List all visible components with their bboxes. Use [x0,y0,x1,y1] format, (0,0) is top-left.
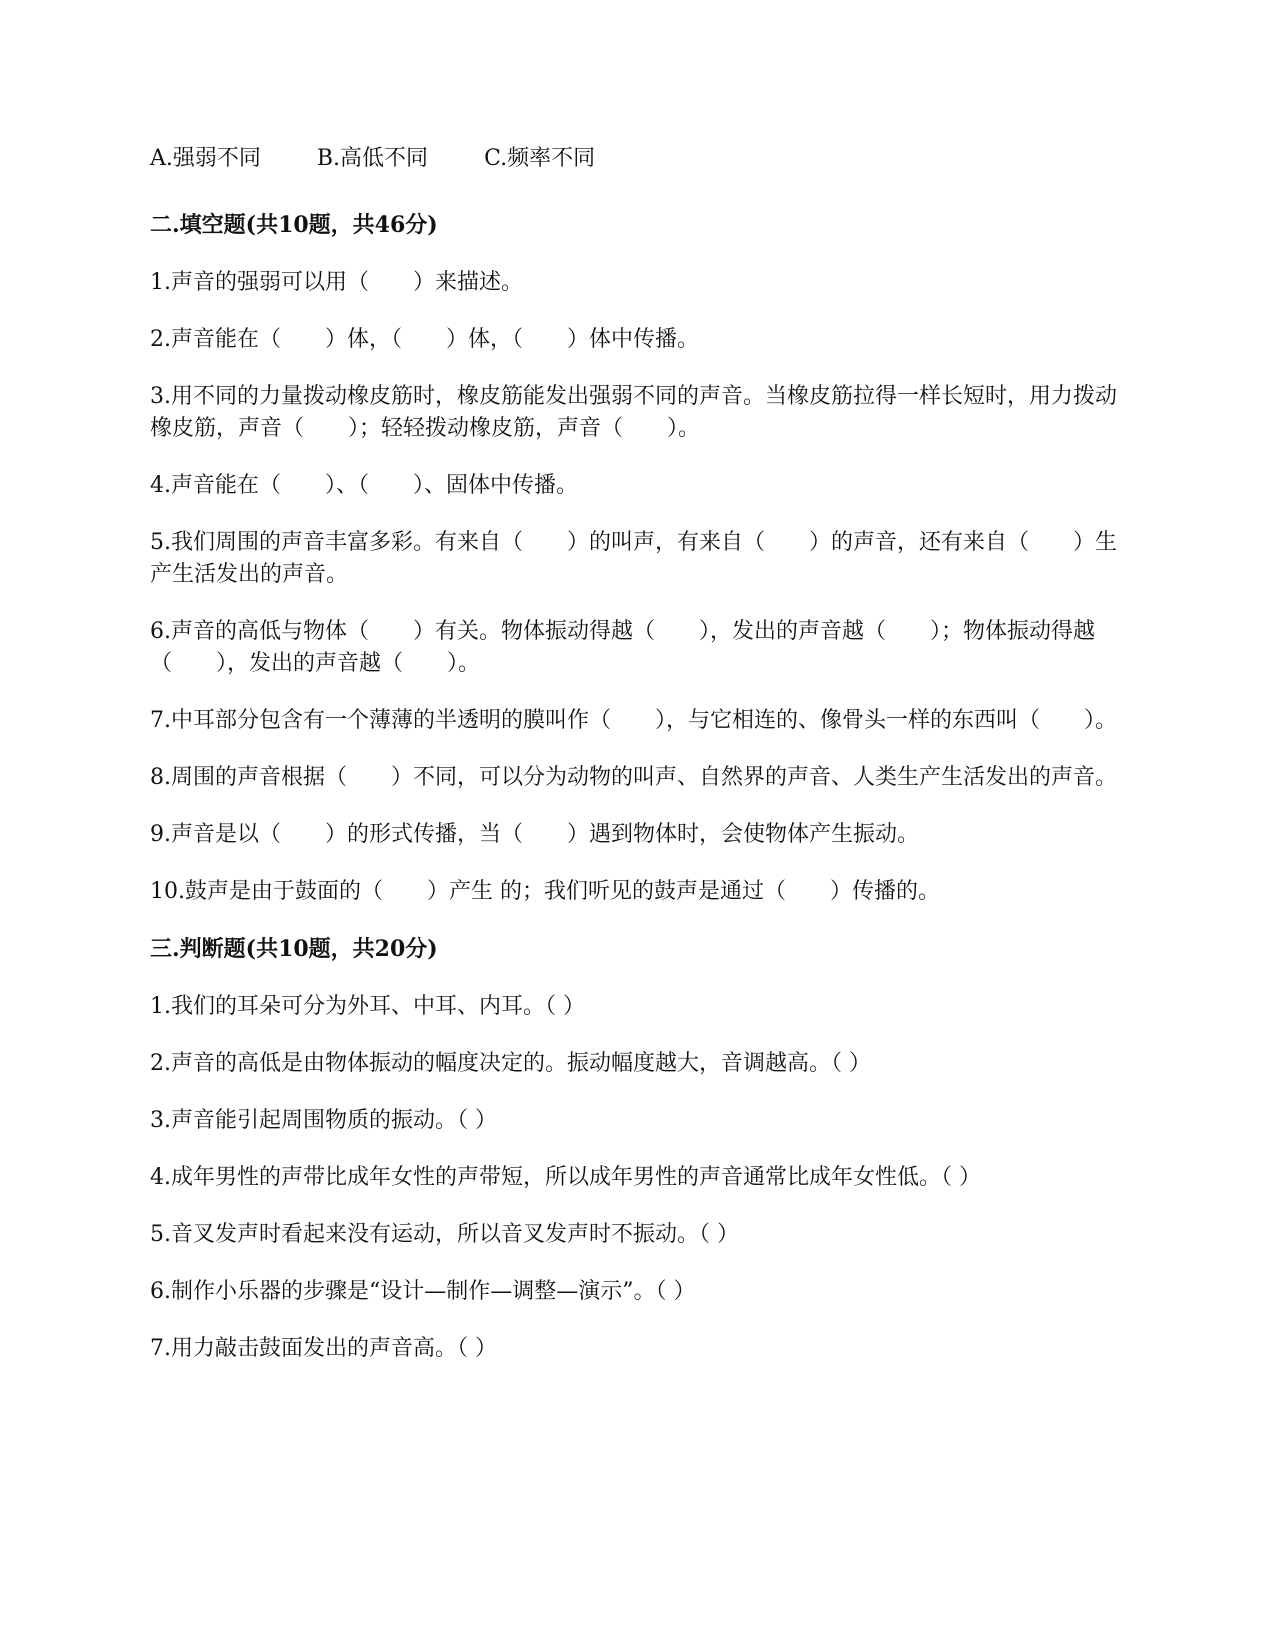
fill-question-4: 4.声音能在（ ）、（ ）、固体中传播。 [150,473,578,498]
section2-questions [150,267,1125,908]
section3-title: 三.判断题(共10题，共20分) [150,936,438,962]
fill-question-1: 1.声音的强弱可以用（ ）来描述。 [150,270,523,295]
option-a: A.强弱不同 [150,146,261,171]
document-page [150,143,1125,1390]
judge-question-3: 3.声音能引起周围物质的振动。（ ） [150,1108,497,1133]
section3-questions [150,991,1125,1365]
judge-question-1: 1.我们的耳朵可分为外耳、中耳、内耳。（ ） [150,994,585,1019]
answer-options [150,143,1125,175]
fill-question-6: 6.声音的高低与物体（ ）有关。物体振动得越（ ），发出的声音越（ ）；物体振动得越（ ），发出的声音越（ ）。 [150,619,1095,676]
section2-title: 二.填空题(共10题，共46分) [150,212,438,238]
fill-question-3: 3.用不同的力量拨动橡皮筋时，橡皮筋能发出强弱不同的声音。当橡皮筋拉得一样长短时，用力拨动橡皮筋，声音（ ）；轻轻拨动橡皮筋，声音（ ）。 [150,384,1117,441]
fill-question-9: 9.声音是以（ ）的形式传播，当（ ）遇到物体时，会使物体产生振动。 [150,822,919,847]
judge-question-5: 5.音叉发声时看起来没有运动，所以音叉发声时不振动。（ ） [150,1222,739,1247]
judge-question-6: 6.制作小乐器的步骤是“设计—制作—调整—演示”。（ ） [150,1279,696,1304]
fill-question-10: 10.鼓声是由于鼓面的（ ）产生 的；我们听见的鼓声是通过（ ）传播的。 [150,879,940,904]
judge-question-4: 4.成年男性的声带比成年女性的声带短，所以成年男性的声音通常比成年女性低。（ ） [150,1165,981,1190]
fill-question-5: 5.我们周围的声音丰富多彩。有来自（ ）的叫声，有来自（ ）的声音，还有来自（ ）生产生活发出的声音。 [150,530,1117,587]
judge-question-2: 2.声音的高低是由物体振动的幅度决定的。振动幅度越大，音调越高。（ ） [150,1051,871,1076]
option-c: C.频率不同 [484,146,596,171]
option-b: B.高低不同 [316,146,429,171]
fill-question-2: 2.声音能在（ ）体，（ ）体，（ ）体中传播。 [150,327,699,352]
judge-question-7: 7.用力敲击鼓面发出的声音高。（ ） [150,1336,497,1361]
fill-question-8: 8.周围的声音根据（ ）不同，可以分为动物的叫声、自然界的声音、人类生产生活发出的声音。 [150,765,1117,790]
fill-question-7: 7.中耳部分包含有一个薄薄的半透明的膜叫作（ ），与它相连的、像骨头一样的东西叫（ ）。 [150,708,1117,733]
